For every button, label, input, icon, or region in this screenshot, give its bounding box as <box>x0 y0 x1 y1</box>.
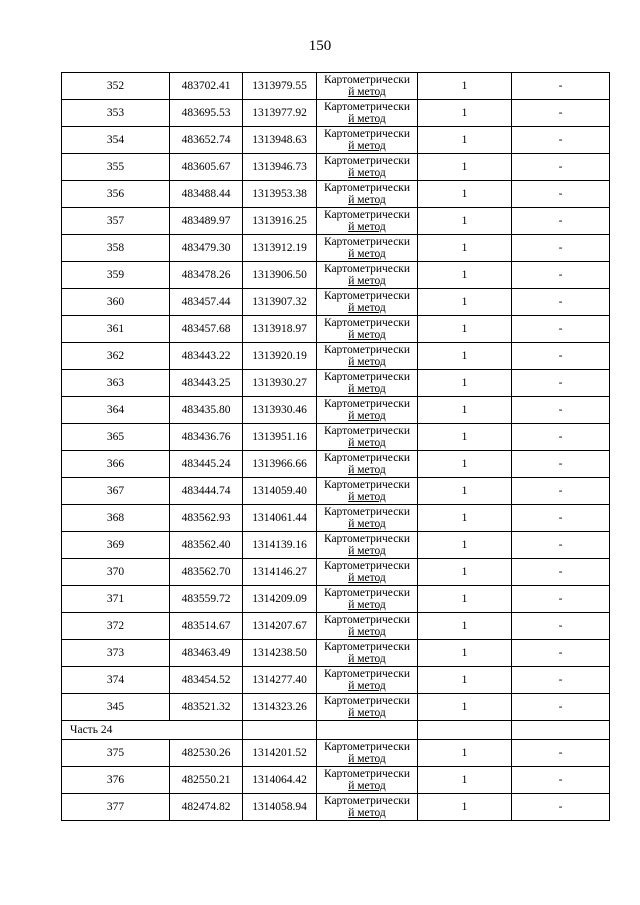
y-coordinate-cell: 1314209.09 <box>243 586 317 613</box>
method-line-1: Картометрически <box>323 182 411 194</box>
x-coordinate-cell: 482530.26 <box>170 740 243 767</box>
note-cell: - <box>512 262 610 289</box>
table-row <box>62 181 610 208</box>
accuracy-cell: 1 <box>418 235 512 262</box>
method-line-1: Картометрически <box>323 209 411 221</box>
x-coordinate-cell: 483478.26 <box>170 262 243 289</box>
y-coordinate-cell: 1314207.67 <box>243 613 317 640</box>
method-cell <box>317 559 418 586</box>
accuracy-cell: 1 <box>418 613 512 640</box>
y-coordinate-cell: 1314238.50 <box>243 640 317 667</box>
x-coordinate-cell: 483436.76 <box>170 424 243 451</box>
table-row <box>62 740 610 767</box>
method-line-1: Картометрически <box>323 317 411 329</box>
method-line-2: й метод <box>348 356 386 368</box>
note-cell: - <box>512 532 610 559</box>
method-cell <box>317 532 418 559</box>
method-line-1: Картометрически <box>323 371 411 383</box>
point-number-cell: 362 <box>62 343 170 370</box>
accuracy-cell: 1 <box>418 262 512 289</box>
method-line-1: Картометрически <box>323 614 411 626</box>
empty-cell <box>243 721 317 740</box>
x-coordinate-cell: 483695.53 <box>170 100 243 127</box>
method-line-1: Картометрически <box>323 155 411 167</box>
note-cell: - <box>512 667 610 694</box>
table-row <box>62 208 610 235</box>
y-coordinate-cell: 1313912.19 <box>243 235 317 262</box>
note-cell: - <box>512 397 610 424</box>
method-line-1: Картометрически <box>323 741 411 753</box>
method-line-1: Картометрически <box>323 560 411 572</box>
y-coordinate-cell: 1313946.73 <box>243 154 317 181</box>
method-line-2: й метод <box>348 113 386 125</box>
point-number-cell: 359 <box>62 262 170 289</box>
accuracy-cell: 1 <box>418 505 512 532</box>
method-cell <box>317 505 418 532</box>
method-line-1: Картометрически <box>323 641 411 653</box>
note-cell: - <box>512 613 610 640</box>
point-number-cell: 367 <box>62 478 170 505</box>
table-row <box>62 289 610 316</box>
method-cell <box>317 262 418 289</box>
note-cell: - <box>512 316 610 343</box>
accuracy-cell: 1 <box>418 451 512 478</box>
y-coordinate-cell: 1313906.50 <box>243 262 317 289</box>
table-row <box>62 694 610 721</box>
note-cell: - <box>512 73 610 100</box>
method-line-2: й метод <box>348 780 386 792</box>
note-cell: - <box>512 343 610 370</box>
y-coordinate-cell: 1313979.55 <box>243 73 317 100</box>
point-number-cell: 376 <box>62 767 170 794</box>
table-row <box>62 767 610 794</box>
method-line-2: й метод <box>348 275 386 287</box>
method-line-2: й метод <box>348 329 386 341</box>
method-line-1: Картометрически <box>323 668 411 680</box>
method-cell <box>317 424 418 451</box>
table-row <box>62 235 610 262</box>
method-cell <box>317 640 418 667</box>
x-coordinate-cell: 483457.44 <box>170 289 243 316</box>
x-coordinate-cell: 483559.72 <box>170 586 243 613</box>
method-cell <box>317 613 418 640</box>
point-number-cell: 363 <box>62 370 170 397</box>
point-number-cell: 374 <box>62 667 170 694</box>
x-coordinate-cell: 483652.74 <box>170 127 243 154</box>
method-line-2: й метод <box>348 626 386 638</box>
method-line-2: й метод <box>348 86 386 98</box>
note-cell: - <box>512 370 610 397</box>
note-cell: - <box>512 154 610 181</box>
method-line-1: Картометрически <box>323 587 411 599</box>
point-number-cell: 371 <box>62 586 170 613</box>
x-coordinate-cell: 483488.44 <box>170 181 243 208</box>
accuracy-cell: 1 <box>418 794 512 821</box>
method-line-2: й метод <box>348 140 386 152</box>
point-number-cell: 364 <box>62 397 170 424</box>
method-line-1: Картометрически <box>323 101 411 113</box>
x-coordinate-cell: 483605.67 <box>170 154 243 181</box>
y-coordinate-cell: 1314058.94 <box>243 794 317 821</box>
coordinates-table <box>61 72 610 821</box>
accuracy-cell: 1 <box>418 397 512 424</box>
point-number-cell: 369 <box>62 532 170 559</box>
x-coordinate-cell: 483562.70 <box>170 559 243 586</box>
point-number-cell: 357 <box>62 208 170 235</box>
empty-cell <box>418 721 512 740</box>
method-cell <box>317 73 418 100</box>
accuracy-cell: 1 <box>418 478 512 505</box>
method-line-2: й метод <box>348 653 386 665</box>
x-coordinate-cell: 483463.49 <box>170 640 243 667</box>
accuracy-cell: 1 <box>418 559 512 586</box>
table-row <box>62 154 610 181</box>
point-number-cell: 354 <box>62 127 170 154</box>
y-coordinate-cell: 1313977.92 <box>243 100 317 127</box>
accuracy-cell: 1 <box>418 640 512 667</box>
method-line-1: Картометрически <box>323 425 411 437</box>
method-line-2: й метод <box>348 248 386 260</box>
x-coordinate-cell: 483443.25 <box>170 370 243 397</box>
method-cell <box>317 154 418 181</box>
method-line-2: й метод <box>348 807 386 819</box>
method-line-1: Картометрически <box>323 506 411 518</box>
method-cell <box>317 740 418 767</box>
x-coordinate-cell: 482474.82 <box>170 794 243 821</box>
table-row <box>62 343 610 370</box>
accuracy-cell: 1 <box>418 667 512 694</box>
point-number-cell: 368 <box>62 505 170 532</box>
note-cell: - <box>512 451 610 478</box>
method-cell <box>317 343 418 370</box>
x-coordinate-cell: 483445.24 <box>170 451 243 478</box>
x-coordinate-cell: 483514.67 <box>170 613 243 640</box>
accuracy-cell: 1 <box>418 343 512 370</box>
method-cell <box>317 767 418 794</box>
note-cell: - <box>512 208 610 235</box>
point-number-cell: 345 <box>62 694 170 721</box>
table-row <box>62 667 610 694</box>
point-number-cell: 365 <box>62 424 170 451</box>
y-coordinate-cell: 1313951.16 <box>243 424 317 451</box>
y-coordinate-cell: 1313930.46 <box>243 397 317 424</box>
y-coordinate-cell: 1314061.44 <box>243 505 317 532</box>
accuracy-cell: 1 <box>418 586 512 613</box>
method-line-1: Картометрически <box>323 344 411 356</box>
point-number-cell: 373 <box>62 640 170 667</box>
method-cell <box>317 794 418 821</box>
method-line-2: й метод <box>348 572 386 584</box>
method-cell <box>317 478 418 505</box>
method-line-2: й метод <box>348 518 386 530</box>
method-cell <box>317 586 418 613</box>
method-line-2: й метод <box>348 383 386 395</box>
y-coordinate-cell: 1313966.66 <box>243 451 317 478</box>
table-row <box>62 397 610 424</box>
method-line-1: Картометрически <box>323 263 411 275</box>
accuracy-cell: 1 <box>418 370 512 397</box>
point-number-cell: 377 <box>62 794 170 821</box>
method-line-2: й метод <box>348 437 386 449</box>
method-line-1: Картометрически <box>323 452 411 464</box>
y-coordinate-cell: 1314277.40 <box>243 667 317 694</box>
y-coordinate-cell: 1314059.40 <box>243 478 317 505</box>
point-number-cell: 356 <box>62 181 170 208</box>
method-line-1: Картометрически <box>323 768 411 780</box>
method-line-1: Картометрически <box>323 236 411 248</box>
x-coordinate-cell: 483457.68 <box>170 316 243 343</box>
note-cell: - <box>512 478 610 505</box>
method-cell <box>317 370 418 397</box>
method-line-2: й метод <box>348 221 386 233</box>
accuracy-cell: 1 <box>418 316 512 343</box>
empty-cell <box>512 721 610 740</box>
table-row <box>62 505 610 532</box>
method-cell <box>317 181 418 208</box>
table-row <box>62 532 610 559</box>
point-number-cell: 358 <box>62 235 170 262</box>
method-line-1: Картометрически <box>323 290 411 302</box>
table-row <box>62 424 610 451</box>
point-number-cell: 361 <box>62 316 170 343</box>
point-number-cell: 372 <box>62 613 170 640</box>
point-number-cell: 353 <box>62 100 170 127</box>
method-line-2: й метод <box>348 680 386 692</box>
table-row <box>62 262 610 289</box>
method-line-2: й метод <box>348 302 386 314</box>
table-row <box>62 794 610 821</box>
x-coordinate-cell: 482550.21 <box>170 767 243 794</box>
method-line-1: Картометрически <box>323 74 411 86</box>
note-cell: - <box>512 505 610 532</box>
note-cell: - <box>512 559 610 586</box>
method-line-2: й метод <box>348 599 386 611</box>
x-coordinate-cell: 483562.93 <box>170 505 243 532</box>
x-coordinate-cell: 483562.40 <box>170 532 243 559</box>
table-row <box>62 127 610 154</box>
x-coordinate-cell: 483444.74 <box>170 478 243 505</box>
y-coordinate-cell: 1313907.32 <box>243 289 317 316</box>
method-cell <box>317 694 418 721</box>
method-cell <box>317 451 418 478</box>
method-cell <box>317 235 418 262</box>
x-coordinate-cell: 483521.32 <box>170 694 243 721</box>
accuracy-cell: 1 <box>418 289 512 316</box>
table-row <box>62 478 610 505</box>
y-coordinate-cell: 1314201.52 <box>243 740 317 767</box>
accuracy-cell: 1 <box>418 532 512 559</box>
accuracy-cell: 1 <box>418 181 512 208</box>
note-cell: - <box>512 289 610 316</box>
accuracy-cell: 1 <box>418 73 512 100</box>
note-cell: - <box>512 767 610 794</box>
method-cell <box>317 208 418 235</box>
y-coordinate-cell: 1313916.25 <box>243 208 317 235</box>
y-coordinate-cell: 1313920.19 <box>243 343 317 370</box>
accuracy-cell: 1 <box>418 208 512 235</box>
method-line-2: й метод <box>348 753 386 765</box>
coordinates-table-body <box>62 73 610 821</box>
y-coordinate-cell: 1314323.26 <box>243 694 317 721</box>
table-row <box>62 316 610 343</box>
note-cell: - <box>512 794 610 821</box>
point-number-cell: 360 <box>62 289 170 316</box>
accuracy-cell: 1 <box>418 767 512 794</box>
x-coordinate-cell: 483479.30 <box>170 235 243 262</box>
y-coordinate-cell: 1313953.38 <box>243 181 317 208</box>
method-line-2: й метод <box>348 410 386 422</box>
table-row <box>62 586 610 613</box>
table-row <box>62 559 610 586</box>
accuracy-cell: 1 <box>418 127 512 154</box>
y-coordinate-cell: 1313930.27 <box>243 370 317 397</box>
note-cell: - <box>512 127 610 154</box>
note-cell: - <box>512 100 610 127</box>
method-cell <box>317 667 418 694</box>
method-cell <box>317 316 418 343</box>
method-cell <box>317 127 418 154</box>
accuracy-cell: 1 <box>418 740 512 767</box>
point-number-cell: 366 <box>62 451 170 478</box>
point-number-cell: 355 <box>62 154 170 181</box>
y-coordinate-cell: 1314146.27 <box>243 559 317 586</box>
method-cell <box>317 100 418 127</box>
method-line-1: Картометрически <box>323 128 411 140</box>
y-coordinate-cell: 1314064.42 <box>243 767 317 794</box>
table-row <box>62 451 610 478</box>
method-line-2: й метод <box>348 464 386 476</box>
method-line-2: й метод <box>348 707 386 719</box>
x-coordinate-cell: 483702.41 <box>170 73 243 100</box>
accuracy-cell: 1 <box>418 424 512 451</box>
x-coordinate-cell: 483454.52 <box>170 667 243 694</box>
method-line-2: й метод <box>348 167 386 179</box>
point-number-cell: 370 <box>62 559 170 586</box>
table-row <box>62 370 610 397</box>
method-line-2: й метод <box>348 491 386 503</box>
y-coordinate-cell: 1313918.97 <box>243 316 317 343</box>
table-row <box>62 73 610 100</box>
note-cell: - <box>512 694 610 721</box>
accuracy-cell: 1 <box>418 154 512 181</box>
accuracy-cell: 1 <box>418 694 512 721</box>
section-label: Часть 24 <box>62 721 243 740</box>
point-number-cell: 352 <box>62 73 170 100</box>
note-cell: - <box>512 586 610 613</box>
table-row <box>62 100 610 127</box>
x-coordinate-cell: 483443.22 <box>170 343 243 370</box>
note-cell: - <box>512 640 610 667</box>
method-line-1: Картометрически <box>323 398 411 410</box>
note-cell: - <box>512 181 610 208</box>
section-header-row <box>62 721 610 740</box>
x-coordinate-cell: 483435.80 <box>170 397 243 424</box>
method-line-1: Картометрически <box>323 795 411 807</box>
note-cell: - <box>512 740 610 767</box>
note-cell: - <box>512 235 610 262</box>
page-number: 150 <box>308 38 332 54</box>
accuracy-cell: 1 <box>418 100 512 127</box>
table-row <box>62 640 610 667</box>
point-number-cell: 375 <box>62 740 170 767</box>
method-line-2: й метод <box>348 194 386 206</box>
y-coordinate-cell: 1313948.63 <box>243 127 317 154</box>
y-coordinate-cell: 1314139.16 <box>243 532 317 559</box>
note-cell: - <box>512 424 610 451</box>
method-line-1: Картометрически <box>323 533 411 545</box>
table-row <box>62 613 610 640</box>
method-line-1: Картометрически <box>323 695 411 707</box>
method-cell <box>317 289 418 316</box>
method-cell <box>317 397 418 424</box>
method-line-2: й метод <box>348 545 386 557</box>
method-line-1: Картометрически <box>323 479 411 491</box>
x-coordinate-cell: 483489.97 <box>170 208 243 235</box>
empty-cell <box>317 721 418 740</box>
